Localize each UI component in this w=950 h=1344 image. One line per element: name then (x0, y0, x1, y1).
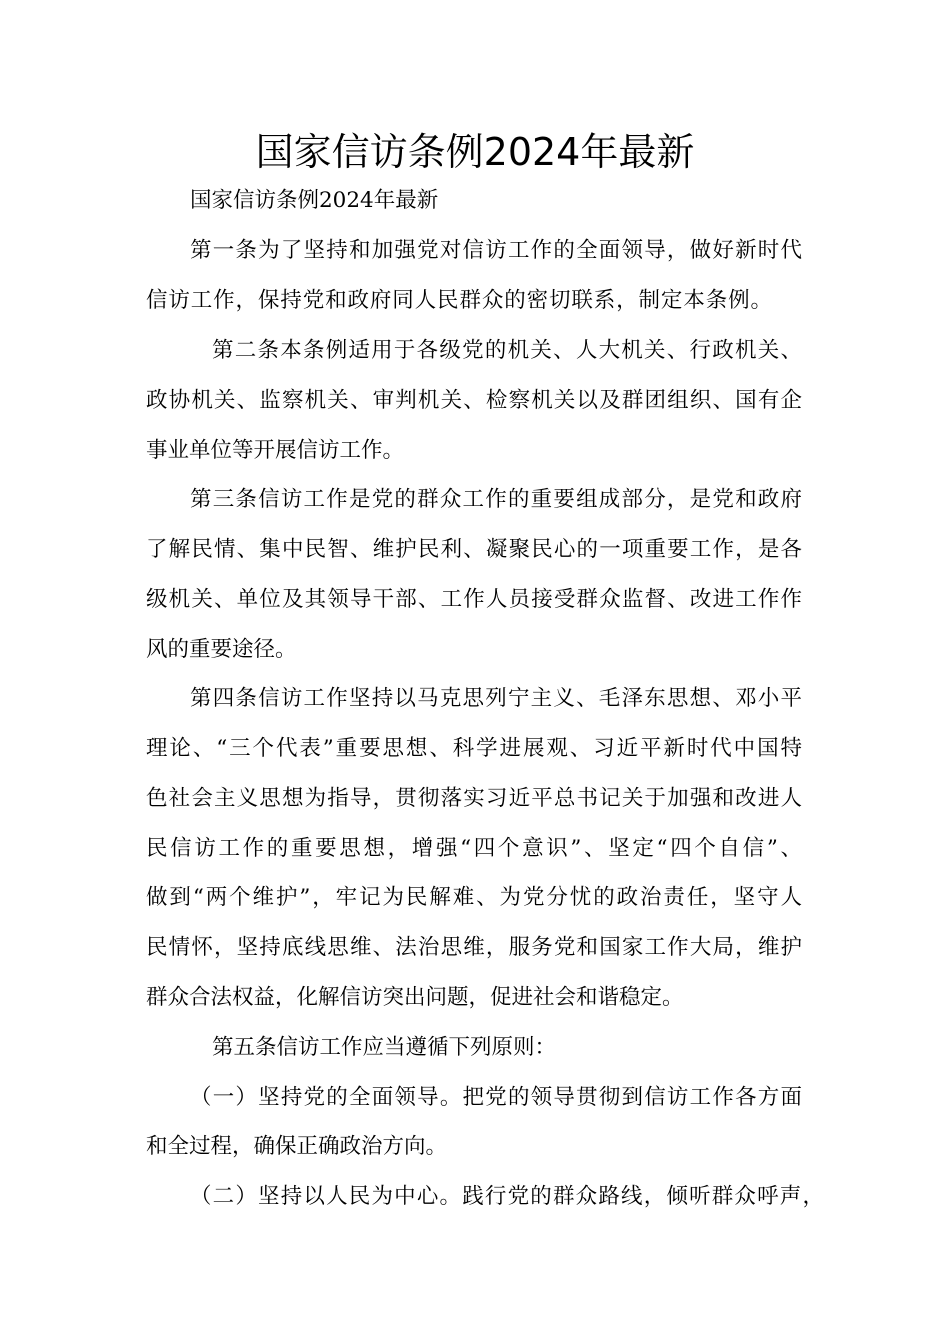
text-line: 理论、“三个代表”重要思想、科学进展观、习近平新时代中国特 (146, 736, 802, 761)
subtitle-line: 国家信访条例2024年最新 (190, 188, 439, 213)
text-line: 第五条信访工作应当遵循下列原则： (212, 1035, 557, 1060)
text-line: 第一条为了坚持和加强党对信访工作的全面领导，做好新时代 (190, 238, 802, 263)
text-line: 政协机关、监察机关、审判机关、检察机关以及群团组织、国有企 (146, 388, 802, 413)
text-line: 风的重要途径。 (146, 637, 297, 662)
text-line: 信访工作，保持党和政府同人民群众的密切联系，制定本条例。 (146, 288, 772, 313)
text-line: 事业单位等开展信访工作。 (146, 438, 405, 463)
text-line: 民情怀，坚持底线思维、法治思维，服务党和国家工作大局，维护 (146, 935, 802, 960)
text-line: 级机关、单位及其领导干部、工作人员接受群众监督、改进工作作 (146, 587, 802, 612)
text-line: 民信访工作的重要思想，增强“四个意识”、坚定“四个自信”、 (146, 836, 802, 861)
text-line: 第三条信访工作是党的群众工作的重要组成部分，是党和政府 (190, 487, 802, 512)
text-line: 了解民情、集中民智、维护民利、凝聚民心的一项重要工作，是各 (146, 537, 802, 562)
text-line: （二）坚持以人民为中心。践行党的群众路线，倾听群众呼声， (190, 1184, 824, 1209)
text-line: 第四条信访工作坚持以马克思列宁主义、毛泽东思想、邓小平 (190, 686, 802, 711)
text-line: （一）坚持党的全面领导。把党的领导贯彻到信访工作各方面 (190, 1085, 802, 1110)
text-line: 第二条本条例适用于各级党的机关、人大机关、行政机关、 (212, 338, 802, 363)
text-line: 做到“两个维护”，牢记为民解难、为党分忧的政治责任，坚守人 (146, 885, 802, 910)
text-line: 群众合法权益，化解信访突出问题，促进社会和谐稳定。 (146, 985, 684, 1010)
document-title: 国家信访条例2024年最新 (255, 130, 695, 174)
text-line: 和全过程，确保正确政治方向。 (146, 1134, 448, 1159)
text-line: 色社会主义思想为指导，贯彻落实习近平总书记关于加强和改进人 (146, 786, 802, 811)
